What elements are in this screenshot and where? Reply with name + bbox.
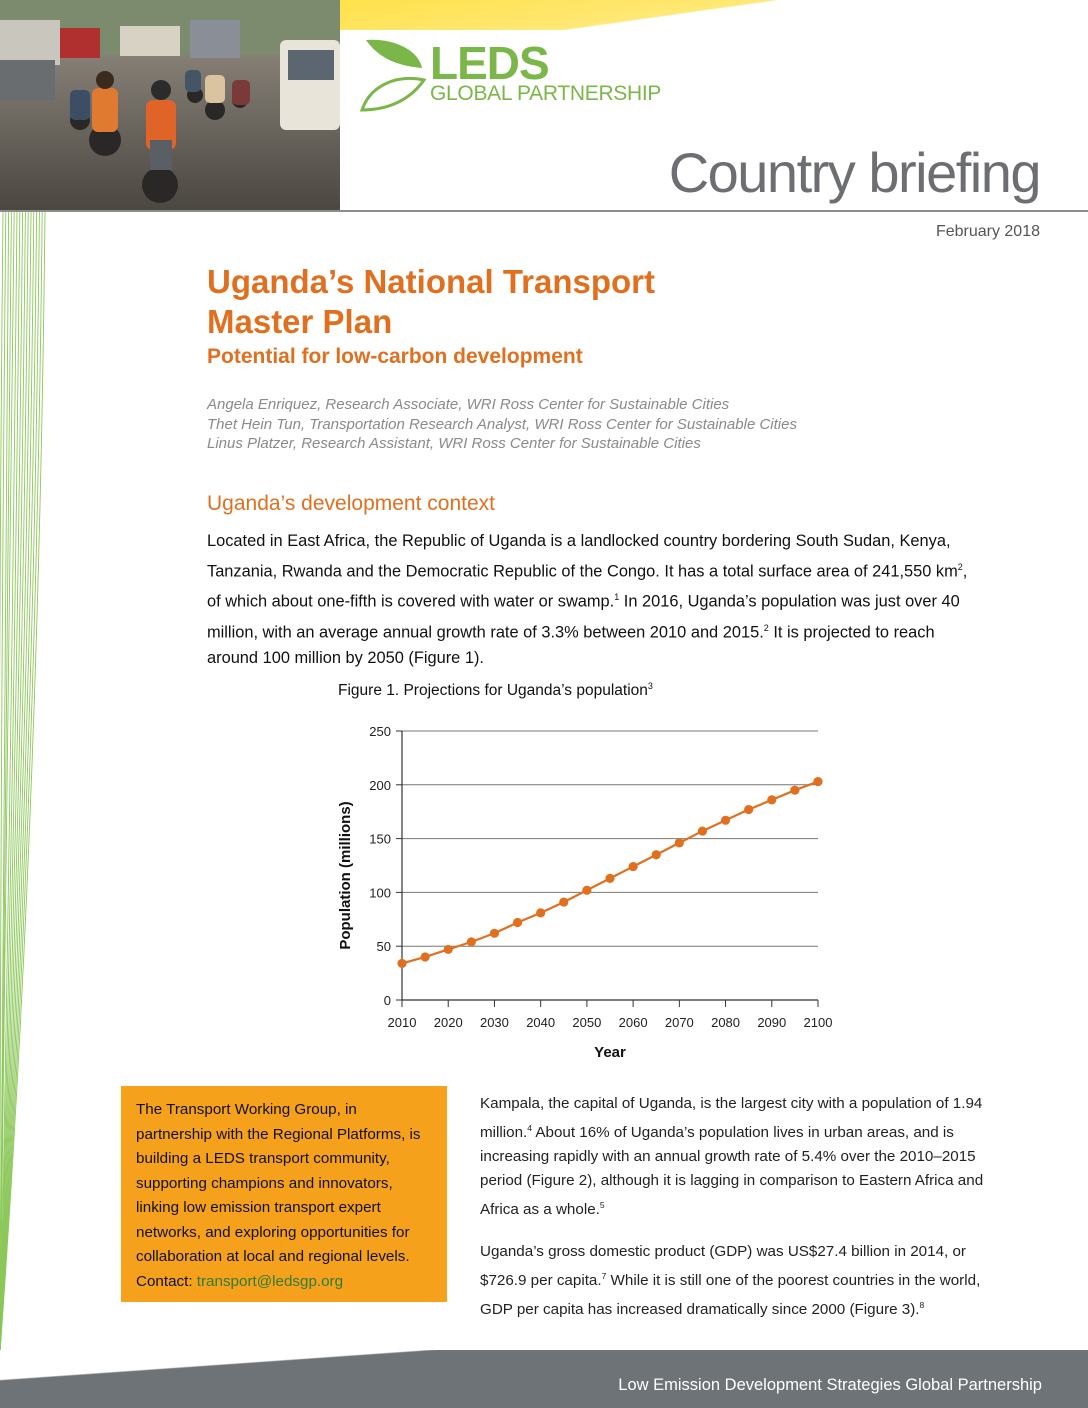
data-point <box>605 874 614 883</box>
author-line: Thet Hein Tun, Transportation Research Analyst, WRI Ross Center for Sustainable Cities <box>207 415 797 433</box>
title-line-1: Uganda’s National Transport <box>207 263 656 300</box>
data-point <box>652 850 661 859</box>
publication-date: February 2018 <box>935 223 1040 240</box>
x-tick-label: 2020 <box>433 1015 463 1030</box>
data-point <box>536 908 545 917</box>
body-text: While it is still one of the poorest countries in the world, GDP per capita has increased dramatically since 2000 (Figure 3). <box>480 1272 981 1319</box>
y-tick-label: 50 <box>376 939 391 955</box>
y-tick-label: 150 <box>369 831 391 847</box>
data-point <box>559 897 568 906</box>
x-tick-label: 2010 <box>387 1015 417 1030</box>
body-text: Uganda’s gross domestic product (GDP) was US$27.4 billion in 2014, or $726.9 per capita. <box>480 1243 966 1290</box>
x-axis-label: Year <box>594 1044 626 1061</box>
x-tick-label: 2030 <box>479 1015 509 1030</box>
x-tick-label: 2070 <box>664 1015 694 1030</box>
logo-sub-text: GLOBAL PARTNERSHIP <box>430 82 662 105</box>
x-tick-label: 2100 <box>803 1015 833 1030</box>
superscript: 2 <box>957 562 963 572</box>
callout-box <box>121 1086 447 1302</box>
header-divider <box>0 210 1088 212</box>
page-title <box>207 262 997 342</box>
data-point <box>629 862 638 871</box>
right-column <box>480 1092 1000 1340</box>
logo-main-text: LEDS <box>430 37 549 89</box>
leds-logo <box>360 34 700 116</box>
data-point <box>582 886 591 895</box>
population-line-chart <box>320 715 860 1075</box>
data-point <box>467 937 476 946</box>
x-tick-label: 2040 <box>526 1015 556 1030</box>
data-point <box>767 795 776 804</box>
footnote-ref[interactable]: 4 <box>527 1123 532 1133</box>
intro-text: Located in East Africa, the Republic of Uganda is a landlocked country bordering South Sudan, Kenya, Tanzania, Rwanda and the Democratic Republic of the Congo. It has a total surface area of 241,550 km <box>207 532 958 581</box>
data-point <box>790 786 799 795</box>
data-point <box>698 826 707 835</box>
footnote-ref[interactable]: 8 <box>919 1300 925 1311</box>
footnote-ref[interactable]: 1 <box>614 592 620 603</box>
footer-text: Low Emission Development Strategies Global Partnership <box>618 1376 1042 1394</box>
footnote-ref[interactable]: 3 <box>647 681 653 691</box>
y-axis-label: Population (millions) <box>337 801 354 950</box>
gdp-paragraph <box>480 1240 1000 1322</box>
population-chart <box>320 715 860 1075</box>
intro-text: , of which about one-fifth is covered with water or swamp. <box>207 562 968 611</box>
motorcycle-street-image <box>0 0 340 212</box>
x-tick-label: 2090 <box>757 1015 787 1030</box>
page-subtitle: Potential for low-carbon development <box>207 345 583 368</box>
author-line: Angela Enriquez, Research Associate, WRI Ross Center for Sustainable Cities <box>207 396 730 413</box>
title-line-2: Master Plan <box>207 303 393 340</box>
data-point <box>744 805 753 814</box>
data-point <box>421 952 430 961</box>
intro-paragraph <box>207 528 977 671</box>
contact-email-link[interactable]: transport@ledsgp.org <box>196 1272 344 1290</box>
x-tick-label: 2060 <box>618 1015 648 1030</box>
figure-caption <box>338 681 653 700</box>
document-type-heading: Country briefing <box>668 141 1040 204</box>
x-tick-label: 2050 <box>572 1015 602 1030</box>
footnote-ref[interactable]: 5 <box>599 1200 605 1211</box>
author-line: Linus Platzer, Research Assistant, WRI Ross Center for Sustainable Cities <box>207 435 701 452</box>
data-point <box>444 945 453 954</box>
data-point <box>513 918 522 927</box>
x-tick-label: 2080 <box>711 1015 741 1030</box>
y-tick-label: 0 <box>383 993 391 1008</box>
y-tick-label: 100 <box>369 885 391 901</box>
footnote-ref[interactable]: 7 <box>601 1271 607 1282</box>
callout-text: The Transport Working Group, in partnership with the Regional Platforms, is building a LEDS transport community, supporting champions and innovators, linking low emission transport expert networks, and exploring opportunities for collaboration at local and regional levels. <box>136 1101 421 1265</box>
data-point <box>397 959 406 968</box>
contact-label: Contact: <box>136 1272 197 1290</box>
green-stripes-decoration <box>0 212 46 1352</box>
y-tick-label: 200 <box>369 777 391 793</box>
header-photo <box>0 0 340 212</box>
intro-text: It is projected to reach around 100 million by 2050 (Figure 1). <box>207 623 935 668</box>
intro-text: In 2016, Uganda’s population was just over 40 million, with an average annual growth rate of 3.3% between 2010 and 2015. <box>207 592 960 642</box>
data-point <box>490 929 499 938</box>
footnote-ref[interactable]: 2 <box>763 622 769 633</box>
data-point <box>721 816 730 825</box>
figure-caption-text: Figure 1. Projections for Uganda’s population <box>338 682 648 700</box>
author-list <box>207 395 997 454</box>
top-yellow-band <box>340 0 1088 30</box>
urban-paragraph <box>480 1092 1000 1222</box>
body-text: About 16% of Uganda’s population lives in urban areas, and is increasing rapidly with an annual growth rate of 5.4% over the 2010–2015 period (Figure 2), although it is lagging in comparison to Eastern Africa and Africa as a whole. <box>480 1124 984 1219</box>
leaf-icon <box>360 34 430 116</box>
series-line <box>402 782 818 964</box>
y-tick-label: 250 <box>369 724 391 739</box>
section-heading: Uganda’s development context <box>207 492 495 515</box>
data-point <box>675 838 684 847</box>
data-point <box>813 777 822 786</box>
body-text: Kampala, the capital of Uganda, is the largest city with a population of 1.94 million. <box>480 1095 983 1142</box>
